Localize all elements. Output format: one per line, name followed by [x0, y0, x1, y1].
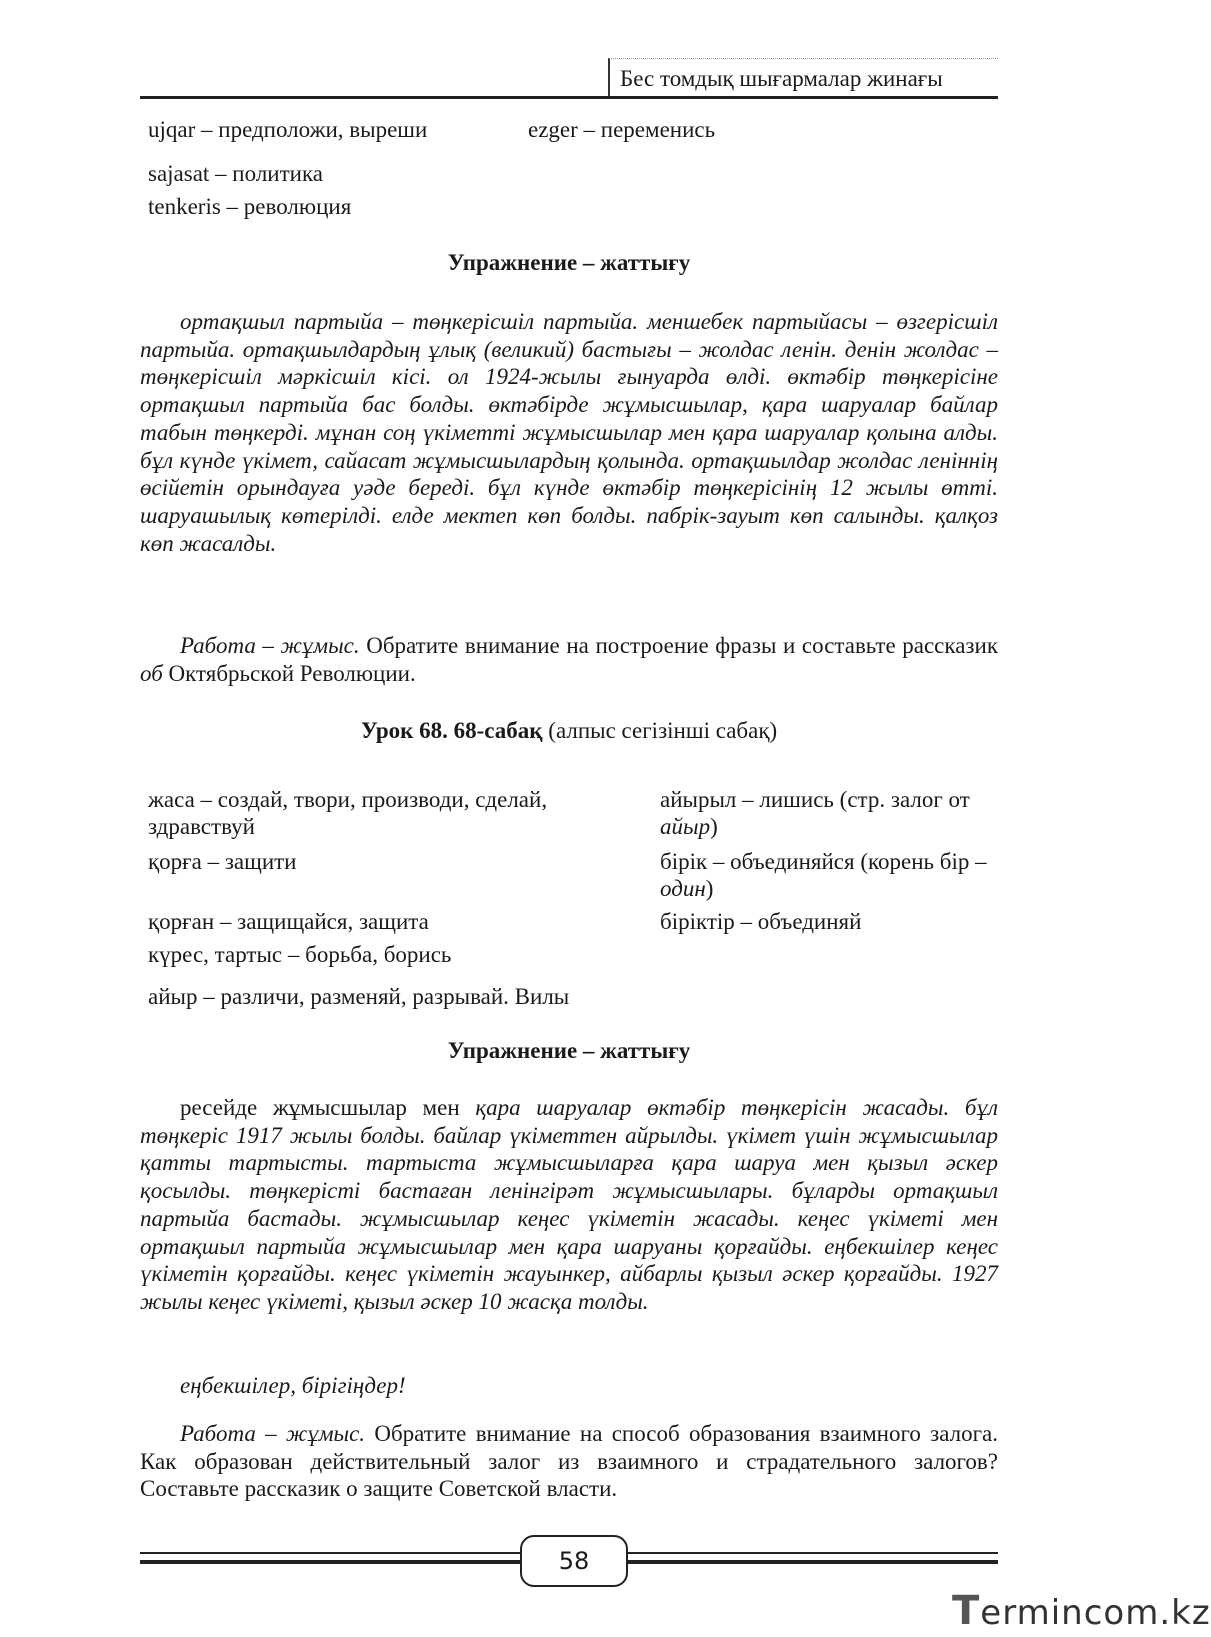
- vocab-ajyryl-italic: айыр: [660, 814, 711, 839]
- vocab-ajyryl: [660, 786, 998, 840]
- vocab-ujqar: ujqar – предположи, выреши: [148, 117, 428, 142]
- work-label-2: Работа – жұмыс.: [180, 1421, 366, 1446]
- lesson-title: [140, 718, 998, 744]
- exercise-text-1: ортақшыл партыйа – төңкерісшіл партыйа. меншебек партыйасы – өзгерісшіл партыйа. ортақшылдардың ұлық (великий) бастығы – жолдас ленін. денін жолдас – төңкерісшіл мәркісшіл кісі. ол 1924-жылы ғынуарда өлді. өктәбір төңкерісіне ортақшыл партыйа бас болды. өктәбірде жұмысшылар, қара шаруалар байлар табын төңкерді. мұнан соң үкіметті жұмысшылар мен қара шаруалар қолына алды. бұл күнде үкімет, сайасат жұмысшылардың қолында. ортақшылдар жолдас ленiннің өсійетін орындауға уәде береді. бұл күнде өктәбір төңкерісінің 12 жылы өтті. шаруашылық көтерілді. елде мектеп көп болды. пабрік-зауыт көп салынды. қалқоз көп жасалды.: [140, 309, 998, 556]
- vocab-biriktir: біріктір – объединяй: [660, 909, 862, 934]
- logo-t: T: [952, 1588, 981, 1634]
- exercise-text-2-plain: ресейде жұмысшылар мен: [180, 1095, 476, 1120]
- vocab-birik-text: бірік – объединяйся (корень бір –: [660, 849, 987, 874]
- vocab-birik-italic: один: [660, 876, 706, 901]
- vocab-kures: күрес, тартыс – борьба, борись: [148, 942, 452, 967]
- exercise-closing: еңбекшілер, бірігіңдер!: [180, 1373, 406, 1398]
- exercise-heading-1: Упражнение – жаттығу: [447, 250, 691, 275]
- vocab-birik: [660, 848, 998, 902]
- header-title: Бес томдық шығармалар жинағы: [608, 58, 998, 98]
- work-paragraph-2: [140, 1420, 998, 1503]
- work-ob: об: [140, 660, 163, 686]
- work-label-1: Работа – жұмыс.: [180, 633, 360, 658]
- header-rule: [140, 96, 998, 99]
- vocab-ajyryl-text: айырыл – лишись (стр. залог от: [660, 787, 970, 812]
- vocab-qorgan: қорған – защищайся, защита: [148, 909, 429, 934]
- vocab-ajyr: айыр – различи, разменяй, разрывай. Вилы: [148, 984, 570, 1009]
- exercise-text-2-italic: қара шаруалар өктәбір төңкерісін жасады. бұл төңкеріс 1917 жылы болды. байлар үкіметтен айрылды. үкімет үшін жұмысшылар қатты тартысты. тартыста жұмысшыларға қара шаруа мен қызыл әскер қосылды. төңкерісті бастаған ленінгірәт жұмысшылары. бұларды ортақшыл партыйа бастады. жұмысшылар кеңес үкіметін жасады. кеңес үкіметі мен ортақшыл партыйа жұмысшылар мен қара шаруаны қорғайды. еңбекшілер кеңес үкіметін қорғайды. кеңес үкіметін жауынкер, айбарлы қызыл әскер қорғайды. 1927 жылы кеңес үкіметі, қызыл әскер 10 жасқа толды.: [140, 1095, 998, 1314]
- exercise-text-2: [140, 1094, 998, 1316]
- vocab-ezger: ezger – переменись: [528, 117, 716, 142]
- work-text-1a: Обратите внимание на построение фразы и составьте рассказик: [359, 633, 998, 658]
- vocab-ajyryl-close: ): [710, 814, 718, 839]
- logo-text: ermincom.kz: [980, 1593, 1211, 1633]
- work-text-2: Обратите внимание на способ образования взаимного залога. Как образован действительный залог из взаимного и страдательного залогов? Составьте рассказик о защите Советской власти.: [140, 1421, 998, 1502]
- vocab-qorga: қорға – защити: [148, 849, 297, 874]
- work-text-1b: Октябрьской Революции.: [162, 660, 416, 686]
- vocab-birik-close: ): [705, 876, 714, 901]
- page-number: 58: [520, 1535, 628, 1587]
- exercise-heading-2: Упражнение – жаттығу: [447, 1038, 691, 1063]
- lesson-title-normal: (алпыс сегізінші сабақ): [542, 718, 778, 743]
- vocab-tenkeris: tenkeris – революция: [148, 194, 352, 219]
- vocab-sajasat: sajasat – политика: [148, 161, 323, 186]
- site-logo: [952, 1588, 1211, 1634]
- vocab-zhasa: жаса – создай, твори, производи, сделай, здравствуй: [148, 787, 548, 839]
- work-paragraph-1: [140, 632, 998, 687]
- lesson-title-bold: Урок 68. 68-сабақ: [360, 718, 543, 743]
